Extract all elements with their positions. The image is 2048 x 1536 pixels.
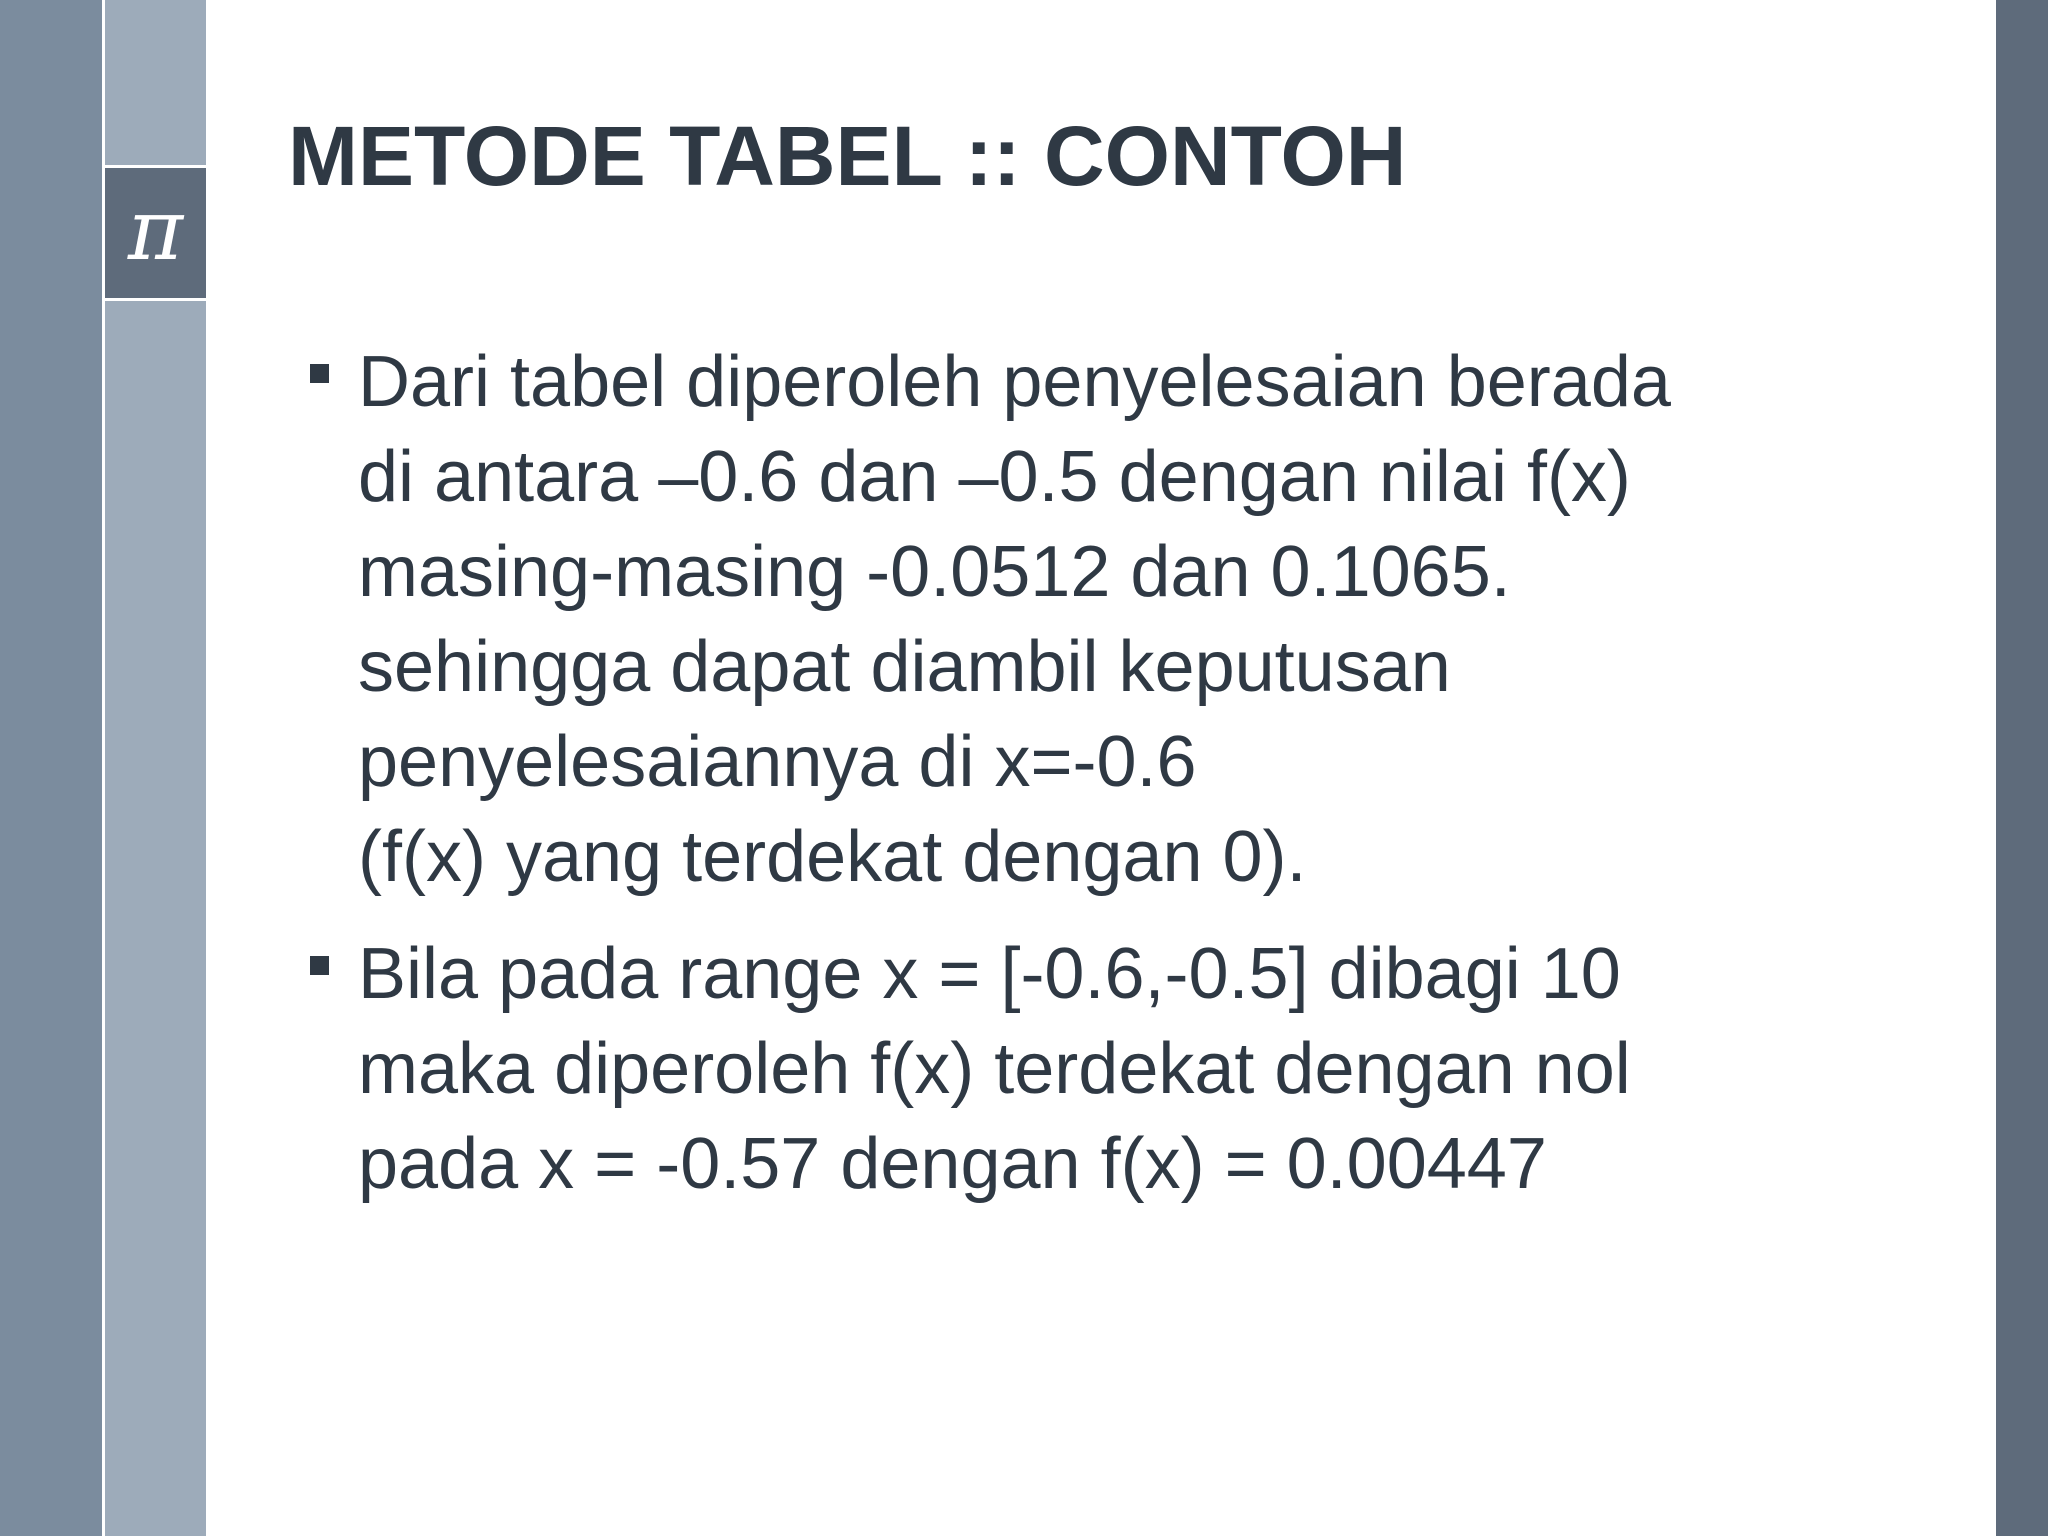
pi-icon: π bbox=[127, 181, 184, 279]
bullet-text-line: penyelesaiannya di x=-0.6 bbox=[358, 722, 1197, 802]
bullet-text-line: masing-masing -0.0512 dan 0.1065. bbox=[358, 532, 1511, 612]
square-bullet-icon bbox=[310, 956, 329, 975]
square-bullet-icon bbox=[310, 364, 329, 383]
left-decorative-band bbox=[0, 0, 102, 1536]
bullet-text-line: Dari tabel diperoleh penyelesaian berada bbox=[358, 342, 1671, 422]
pi-badge bbox=[105, 165, 206, 301]
bullet-text-line: Bila pada range x = [-0.6,-0.5] dibagi 10 bbox=[358, 934, 1621, 1014]
bullet-text-line: pada x = -0.57 dengan f(x) = 0.00447 bbox=[358, 1124, 1547, 1204]
bullet-text-line: (f(x) yang terdekat dengan 0). bbox=[358, 817, 1307, 897]
bullet-text-line: di antara –0.6 dan –0.5 dengan nilai f(x) bbox=[358, 437, 1631, 517]
bullet-item-1 bbox=[306, 335, 1846, 905]
bullet-text-line: maka diperoleh f(x) terdekat dengan nol bbox=[358, 1029, 1631, 1109]
bullet-list bbox=[306, 335, 1846, 1234]
right-decorative-band bbox=[1996, 0, 2048, 1536]
slide-title: METODE TABEL :: CONTOH bbox=[288, 109, 1407, 203]
bullet-item-2 bbox=[306, 927, 1846, 1212]
bullet-text-line: sehingga dapat diambil keputusan bbox=[358, 627, 1451, 707]
